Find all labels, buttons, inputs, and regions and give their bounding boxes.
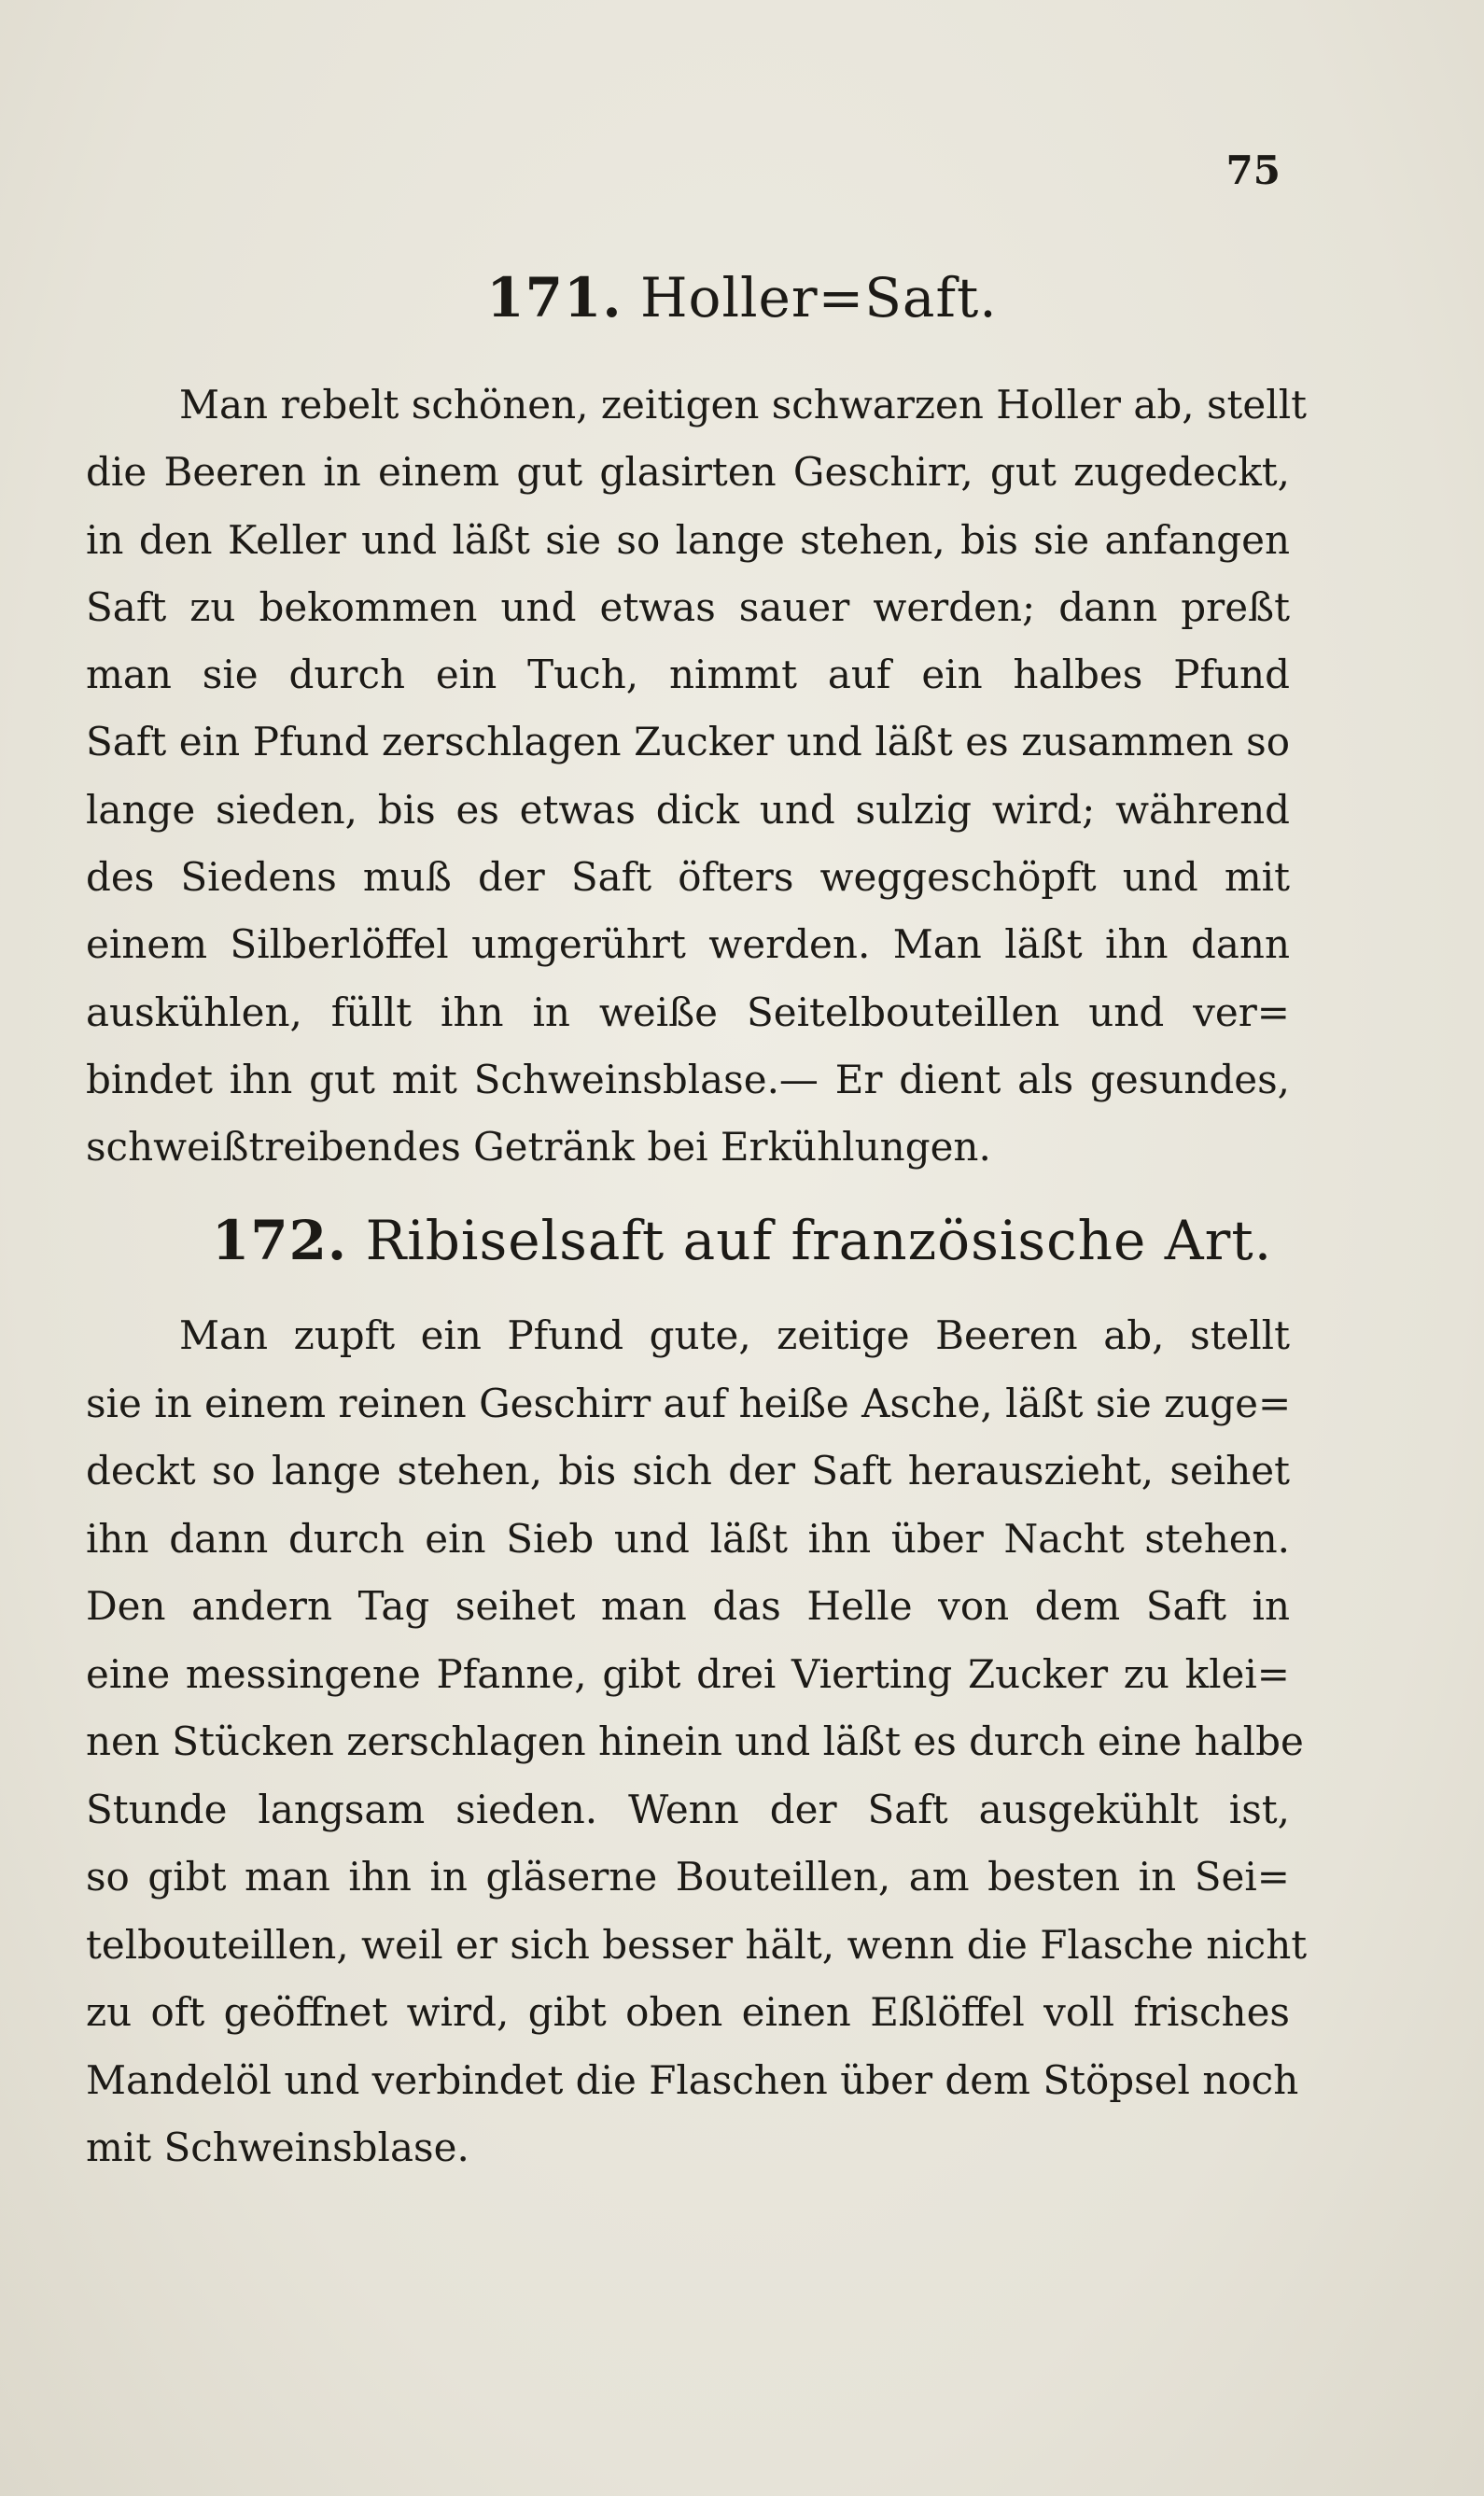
text-line: mit Schweinsblase. <box>86 2124 469 2170</box>
text-line: die Beeren in einem gut glasirten Geschirr, gut zugedeckt, <box>86 449 1290 496</box>
section-number: 172. <box>211 1209 348 1272</box>
text-line: Saft zu bekommen und etwas sauer werden; dann preßt <box>86 583 1290 630</box>
text-line: bindet ihn gut mit Schweinsblase.— Er dient als gesundes, <box>86 1056 1290 1102</box>
text-line: Den andern Tag seihet man das Helle von dem Saft in <box>86 1583 1290 1629</box>
page-number: 75 <box>1225 147 1281 193</box>
section-title: Ribiselsaft auf französische Art. <box>365 1209 1273 1272</box>
text-line: des Siedens muß der Saft öfters weggeschöpft und mit <box>86 854 1290 901</box>
text-line: Man zupft ein Pfund gute, zeitige Beeren ab, stellt <box>179 1312 1290 1358</box>
text-line: deckt so lange stehen, bis sich der Saft herauszieht, seihet <box>86 1448 1290 1493</box>
text-line: so gibt man ihn in gläserne Bouteillen, am besten in Sei= <box>86 1854 1290 1900</box>
text-line: Man rebelt schönen, zeitigen schwarzen Holler ab, stellt <box>179 382 1308 428</box>
section-body-172 <box>86 1302 1308 2182</box>
text-line: zu oft geöffnet wird, gibt oben einen Eßlöffel voll frisches <box>86 1989 1290 2035</box>
section-heading-171 <box>0 266 1484 330</box>
section-number: 171. <box>486 266 623 330</box>
text-line: Mandelöl und verbindet die Flaschen über dem Stöpsel noch <box>86 2056 1299 2103</box>
text-line: lange sieden, bis es etwas dick und sulzig wird; während <box>86 786 1290 833</box>
text-line: in den Keller und läßt sie so lange stehen, bis sie anfangen <box>86 516 1290 563</box>
text-line: sie in einem reinen Geschirr auf heiße Asche, läßt sie zuge= <box>86 1380 1292 1426</box>
text-line: Saft ein Pfund zerschlagen Zucker und läßt es zusammen so <box>86 719 1290 765</box>
section-body-171 <box>86 372 1308 1182</box>
text-line: man sie durch ein Tuch, nimmt auf ein halbes Pfund <box>86 652 1290 698</box>
text-line: Stunde langsam sieden. Wenn der Saft ausgekühlt ist, <box>86 1786 1290 1832</box>
section-title: Holler=Saft. <box>639 266 998 330</box>
text-line: eine messingene Pfanne, gibt drei Vierting Zucker zu klei= <box>86 1650 1290 1697</box>
text-line: nen Stücken zerschlagen hinein und läßt es durch eine halbe <box>86 1718 1304 1764</box>
section-heading-172 <box>0 1209 1484 1272</box>
text-line: telbouteillen, weil er sich besser hält, wenn die Flasche nicht <box>86 1921 1308 1968</box>
text-line: schweißtreibendes Getränk bei Erkühlungen. <box>86 1124 991 1171</box>
text-line: auskühlen, füllt ihn in weiße Seitelbouteillen und ver= <box>86 989 1290 1035</box>
text-line: ihn dann durch ein Sieb und läßt ihn über Nacht stehen. <box>86 1515 1290 1562</box>
text-line: einem Silberlöffel umgerührt werden. Man läßt ihn dann <box>86 921 1290 968</box>
